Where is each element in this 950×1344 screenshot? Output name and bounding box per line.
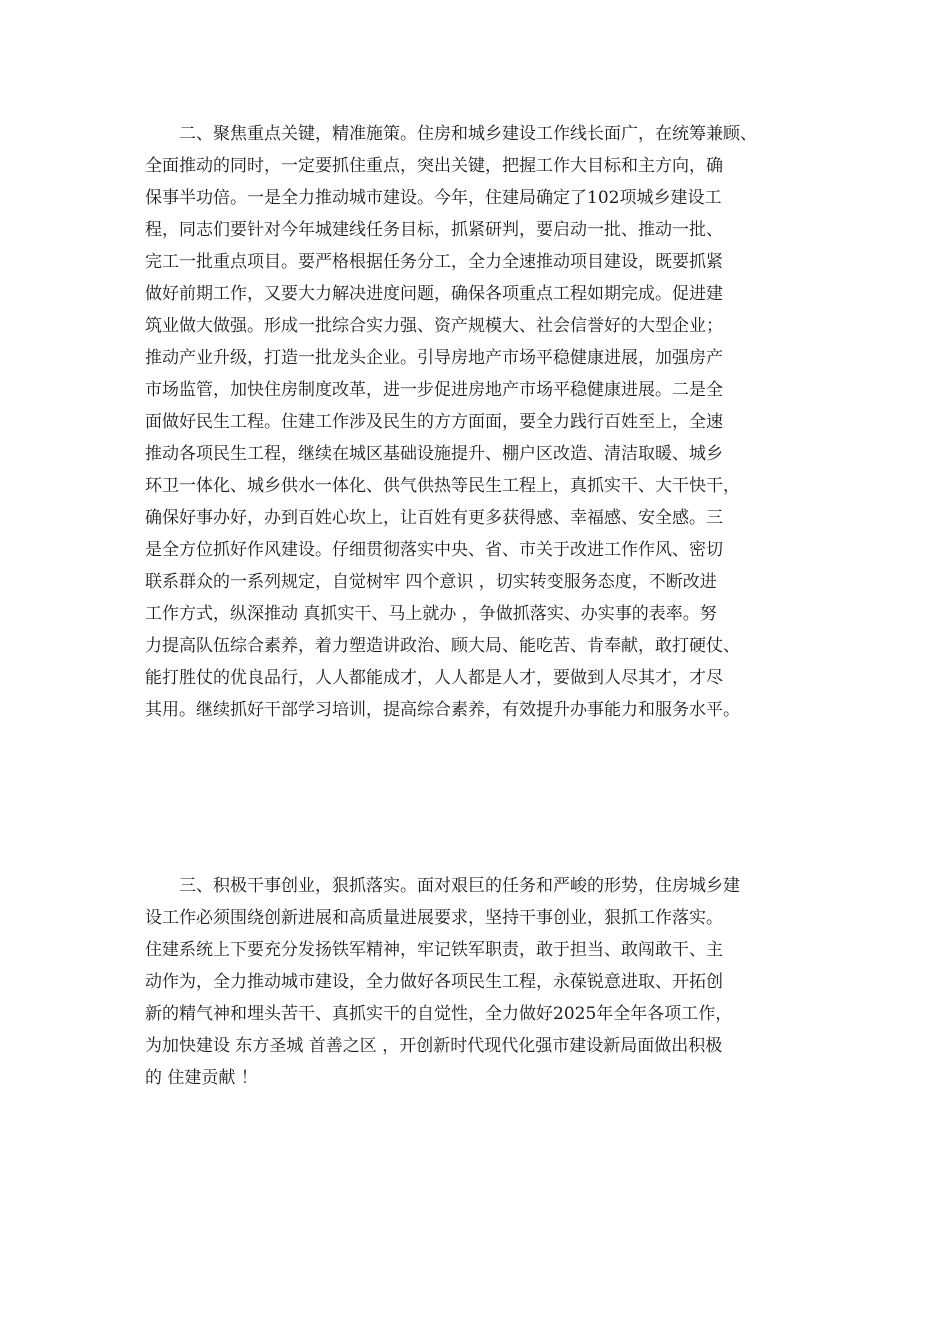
text-line: 住建系统上下要充分发扬铁军精神，牢记铁军职责，敢于担当、敢闯敢干、主 [145,940,723,960]
text-line: 筑业做大做强。形成一批综合实力强、资产规模大、社会信誉好的大型企业； [145,316,723,336]
text-line: 推动各项民生工程，继续在城区基础设施提升、棚户区改造、清洁取暖、城乡 [145,444,723,464]
text-line: 二、聚焦重点关键，精准施策。住房和城乡建设工作线长面广，在统筹兼顾、 [145,124,757,144]
text-line: 完工一批重点项目。要严格根据任务分工，全力全速推动项目建设，既要抓紧 [145,252,723,272]
paragraph-section-two [145,118,825,726]
text-line: 确保好事办好，办到百姓心坎上，让百姓有更多获得感、幸福感、安全感。三 [145,508,723,528]
text-line: 市场监管，加快住房制度改革，进一步促进房地产市场平稳健康进展。二是全 [145,380,723,400]
text-line: 为加快建设 东方圣城 首善之区 ，开创新时代现代化强市建设新局面做出积极 [145,1036,723,1056]
text-line: 工作方式，纵深推动 真抓实干、马上就办 ，争做抓落实、办实事的表率。努 [145,604,717,624]
text-line: 动作为，全力推动城市建设，全力做好各项民生工程，永葆锐意进取、开拓创 [145,972,723,992]
paragraph-section-three [145,870,825,1094]
text-line: 其用。继续抓好干部学习培训，提高综合素养，有效提升办事能力和服务水平。 [145,700,740,720]
text-line: 面做好民生工程。住建工作涉及民生的方方面面，要全力践行百姓至上，全速 [145,412,723,432]
text-line: 推动产业升级，打造一批龙头企业。引导房地产市场平稳健康进展，加强房产 [145,348,723,368]
text-line: 程，同志们要针对今年城建线任务目标，抓紧研判，要启动一批、推动一批、 [145,220,723,240]
text-line: 做好前期工作，又要大力解决进度问题，确保各项重点工程如期完成。促进建 [145,284,723,304]
text-line: 新的精气神和埋头苦干、真抓实干的自觉性，全力做好2025年全年各项工作， [145,1004,733,1024]
text-line: 能打胜仗的优良品行，人人都能成才，人人都是人才，要做到人尽其才，才尽 [145,668,723,688]
text-line: 是全方位抓好作风建设。仔细贯彻落实中央、省、市关于改进工作作风、密切 [145,540,723,560]
text-line: 全面推动的同时，一定要抓住重点，突出关键，把握工作大目标和主方向，确 [145,156,723,176]
text-line: 联系群众的一系列规定，自觉树牢 四个意识 ，切实转变服务态度，不断改进 [145,572,717,592]
text-line: 设工作必须围绕创新进展和高质量进展要求，坚持干事创业，狠抓工作落实。 [145,908,723,928]
text-line: 环卫一体化、城乡供水一体化、供气供热等民生工程上，真抓实干、大干快干， [145,476,740,496]
text-line: 三、积极干事创业，狠抓落实。面对艰巨的任务和严峻的形势，住房城乡建 [145,876,740,896]
text-line: 力提高队伍综合素养，着力塑造讲政治、顾大局、能吃苦、肯奉献，敢打硬仗、 [145,636,740,656]
text-line: 保事半功倍。一是全力推动城市建设。今年，住建局确定了102项城乡建设工 [145,188,722,208]
text-line: 的 住建贡献 ！ [145,1068,258,1088]
